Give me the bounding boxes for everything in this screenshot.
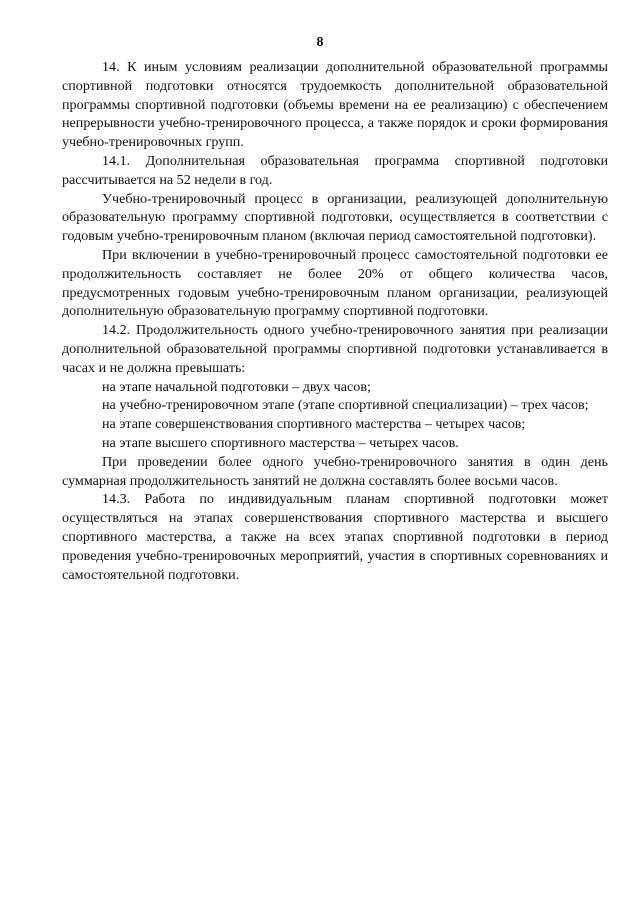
paragraph-daily-limit: При проведении более одного учебно-тренировочного занятия в один день суммарная продолжительность занятий не должна составлять более восьми часов. [62, 453, 608, 489]
list-item-improvement-stage: на этапе совершенствования спортивного мастерства – четырех часов; [102, 416, 526, 433]
list-item-training-stage: на учебно-тренировочном этапе (этапе спортивной специализации) – трех часов; [102, 397, 589, 414]
paragraph-14-3: 14.3. Работа по индивидуальным планам спортивной подготовки может осуществляться на этапах совершенствования спортивного мастерства и высшего спортивного мастерства, а также на всех этапах спортивной подготовки в период проведения учебно-тренировочных мероприятий, участия в спортивных соревнованиях и самостоятельной подготовки. [62, 491, 608, 583]
paragraph-self-training: При включении в учебно-тренировочный процесс самостоятельной подготовки ее продолжительность составляет не более 20% от общего количества часов, предусмотренных годовым учебно-тренировочным планом организации, реализующей дополнительную образовательную программу спортивной подготовки. [62, 246, 608, 320]
paragraph-14: 14. К иным условиям реализации дополнительной образовательной программы спортивной подготовки относятся трудоемкость дополнительной образовательной программы спортивной подготовки (объемы времени на ее реализацию) с обеспечением непрерывности учебно-тренировочного процесса, а также порядок и сроки формирования учебно-тренировочных групп. [62, 59, 608, 151]
list-item-highest-stage: на этапе высшего спортивного мастерства – четырех часов. [102, 434, 459, 451]
page-number: 8 [316, 35, 324, 50]
paragraph-training-process: Учебно-тренировочный процесс в организации, реализующей дополнительную образовательную программу спортивной подготовки, осуществляется в соответствии с годовым учебно-тренировочным планом (включая период самостоятельной подготовки). [62, 190, 608, 245]
list-item-initial-stage: на этапе начальной подготовки – двух часов; [102, 378, 371, 395]
paragraph-14-1: 14.1. Дополнительная образовательная программа спортивной подготовки рассчитывается на 52 недели в год. [62, 152, 608, 188]
document-body [62, 58, 608, 584]
paragraph-14-2: 14.2. Продолжительность одного учебно-тренировочного занятия при реализации дополнительной образовательной программы спортивной подготовки устанавливается в часах и не должна превышать: [62, 322, 608, 376]
